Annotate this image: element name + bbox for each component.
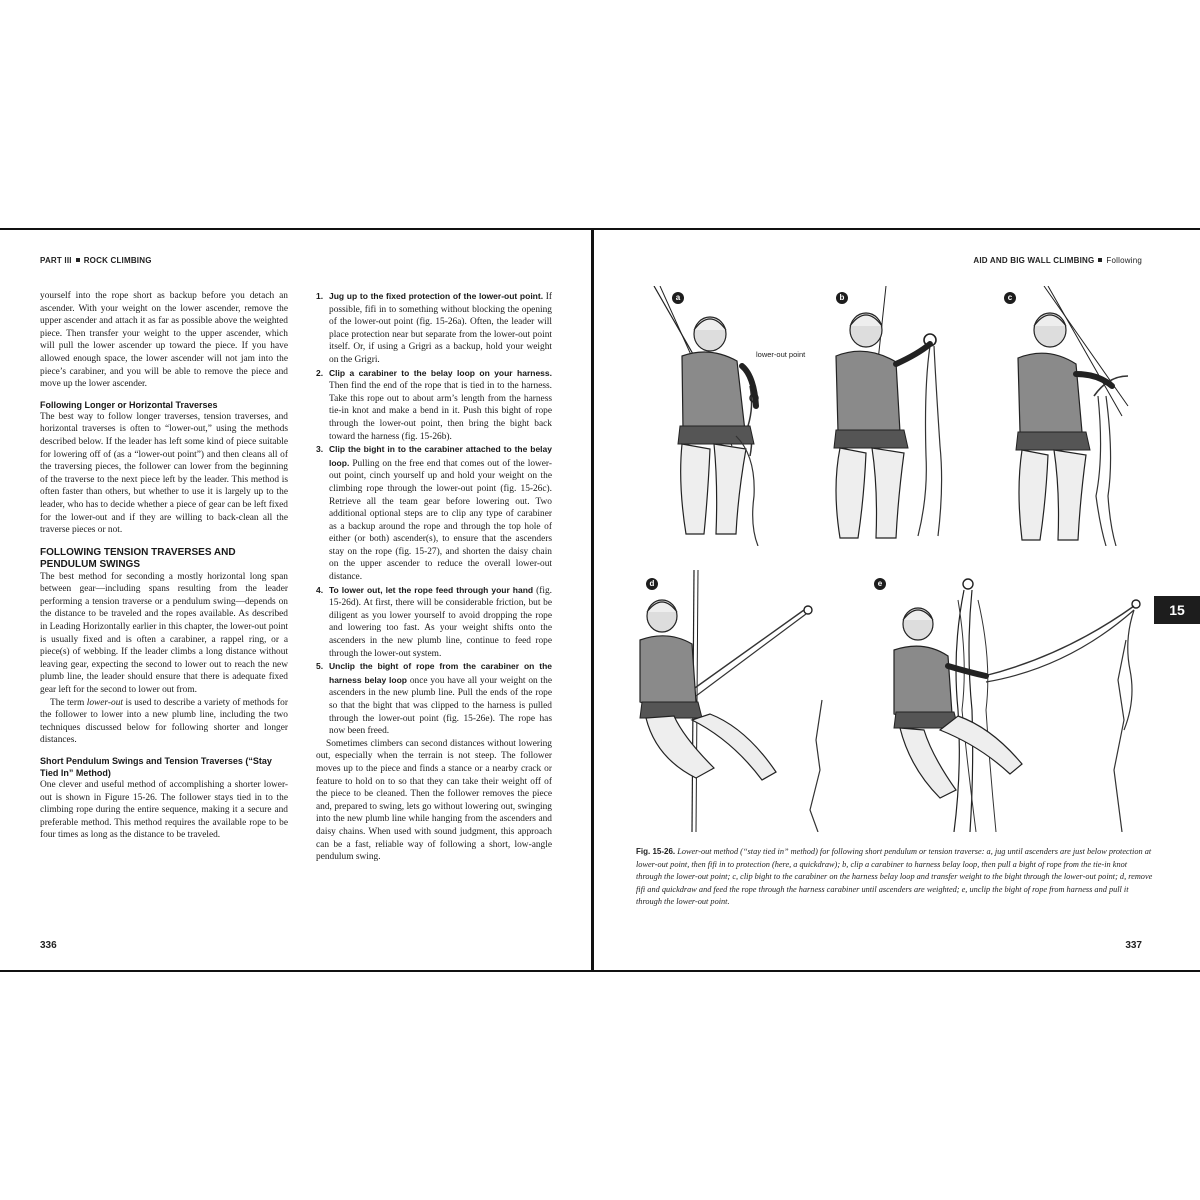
subhead-short-pendulum: Short Pendulum Swings and Tension Traverses (“Stay Tied In” Method) — [40, 756, 272, 778]
left-page — [0, 230, 591, 970]
term-pre: The term — [50, 697, 87, 708]
head-tension-traverses: FOLLOWING TENSION TRAVERSES AND PENDULUM SWINGS — [40, 546, 236, 570]
square-bullet-icon — [1098, 258, 1102, 262]
steps-list — [316, 290, 552, 738]
running-head-section: ROCK CLIMBING — [83, 256, 152, 265]
step-item — [316, 290, 552, 367]
step-number: 2. — [316, 367, 324, 378]
running-head-section: Following — [1106, 256, 1142, 265]
panel-label-a: a — [672, 292, 684, 304]
step-lead: To lower out, let the rope feed through your hand — [329, 584, 534, 595]
left-page-number: 336 — [40, 940, 57, 951]
paragraph-traverses: The best way to follow longer traverses, tension traverses, and horizontal traverses is often to “lower-out,” using the methods described below. If the leader has left some kind of piece suitable for lowering off of (as a “lower-out point”) and then cleans all of the traversing pieces, the follower can lower from the beginning of the traverse to the next piece left by the leader. This method is often faster than others, but whether to use it is largely up to the leader, who has to decide whether a piece of gear can be left fixed for the lower-out and if they are willing to back-clean all the traverse pieces or not. — [40, 411, 288, 536]
figure-panel-e — [854, 570, 1152, 832]
running-head-chapter: AID AND BIG WALL CLIMBING — [973, 256, 1095, 265]
paragraph-term — [40, 697, 288, 747]
term-post: is used to describe a variety of methods for the follower to lower into a new plumb line, including the two techniques discussed below for following shorter and longer distances. — [40, 697, 288, 746]
climber-illustration-a — [632, 286, 797, 546]
step-number: 1. — [316, 291, 324, 301]
step-lead: Unclip the bight of rope from the carabiner on the harness belay loop — [329, 661, 552, 685]
paragraph-sometimes: Sometimes climbers can second distances without lowering out, especially when the terrain is not steep. The follower moves up to the piece and finds a stance or a nearby crack or feature to hold on to so that they can take their weight off of the piece to be cleaned. Then the follower removes the piece and, prepared to swing, lets go without lowering out, swinging into the new plumb line while hanging from the ascenders and daisy chains. When used with sound judgment, this approach can be a fast, reliable way of following a short, low-angle pendulum swing. — [316, 738, 552, 863]
figure-panel-c — [988, 286, 1152, 546]
step-text: Then find the end of the rope that is tied in to the harness. Take this rope out to about arm’s length from the harness tie-in knot and make a bend in it. Push this bight of rope through the lower-out point, then bring the bight back toward the harness (fig. 15-26b). — [329, 381, 552, 442]
step-number: 3. — [316, 444, 324, 455]
paragraph-short-pendulum: One clever and useful method of accomplishing a shorter lower-out is shown in Figure 15-26. The follower stays tied in to the climbing rope during the entire sequence, making it a secure and preferable method. This method requires the available rope to be four times as long as the distance to be traveled. — [40, 780, 288, 841]
running-head-part: PART III — [40, 256, 72, 265]
lower-out-point-callout: lower-out point — [756, 350, 806, 359]
paragraph-tension: The best method for seconding a mostly horizontal long span between gear—including spans resulting from the leader performing a tension traverse or a pendulum swing—depends on the distance to be traveled and the ropes available. As described in Leading Horizontally earlier in this chapter, the lower-out point is usually fixed and is often a carabiner, a rappel ring, or a piece(s) of webbing. If the leader climbs a long distance without leaving gear, expecting the second to lower out to reach the new plumb line, the leader should ensure that there is adequate fixed gear left for the second to lower out from. — [40, 571, 288, 696]
step-text: (fig. 15-26d). At first, there will be considerable friction, but be diligent as you lower yourself to avoid dropping the rope and lowering too fast. As your weight shifts onto the ascenders in the new plumb line, continue to feed rope through the lower-out system. — [329, 585, 552, 659]
step-number: 5. — [316, 661, 324, 672]
square-bullet-icon — [76, 258, 80, 262]
step-item — [316, 443, 552, 584]
figure-panel-a — [632, 286, 797, 546]
step-item — [316, 660, 552, 738]
panel-label-e: e — [874, 578, 886, 590]
climber-illustration-d — [632, 570, 842, 832]
caption-text: Lower-out method (“stay tied in” method) for following short pendulum or tension traverse: a, jug until ascenders are just below protection at lower-out point, then fifi in to protection (here, a quickdraw); b, clip a carabiner to harness belay loop, then pull a bight of rope from the tie-in knot through the lower-out point; c, clip bight to the carabiner on the harness belay loop and transfer weight to the bight through the lower-out point; d, remove fifi and quickdraw and feed the rope through the harness carabiner until ascenders are weighted; e, unclip the bight of rope from harness and pull it through the lower-out point. — [636, 847, 1153, 906]
caption-number: Fig. 15-26. — [636, 847, 676, 856]
step-lead: Jug up to the fixed protection of the lower-out point. — [329, 291, 544, 301]
panel-label-d: d — [646, 578, 658, 590]
right-page-number: 337 — [1125, 940, 1142, 951]
paragraph-continued: yourself into the rope short as backup before you detach an ascender. With your weight on the lower ascender, remove the upper ascender and attach it as far as possible above the weighted piece. Then transfer your weight to the upper ascender, which will pull the lower ascender up toward the piece. If you have allowed enough space, the lower ascender will not jam into the piece’s carabiner, and you will be able to remove the piece and move up the lower ascender. — [40, 291, 288, 390]
figure-panel-d — [632, 570, 842, 832]
climber-illustration-c — [988, 286, 1152, 546]
left-column-2 — [316, 290, 552, 864]
chapter-tab: 15 — [1154, 596, 1200, 624]
step-text: Pulling on the free end that comes out of the lower-out point, cinch yourself up and hold your weight on the climbing rope through the lower-out point (fig. 15-26c). Retrieve all the team gear before lowering out. Two additional optional steps are to clip any type of carabiner as a backup around the rope and through the top hole of either (or both) ascender(s), to ensure that the ascenders stay on the rope (fig. 15-27), and shorten the daisy chain on the upper ascender to reduce the overall lower-out distance. — [329, 458, 552, 583]
term-emphasis: lower-out — [86, 697, 123, 708]
panel-label-c: c — [1004, 292, 1016, 304]
step-lead: Clip a carabiner to the belay loop on your harness. — [329, 367, 552, 378]
step-text: once you have all your weight on the ascenders in the new plumb line. Pull the ends of the rope so that the bight that was clipped to the harness is pulled through the lower-out point (fig. 15-26e). The rope has now been freed. — [329, 675, 553, 737]
step-item — [316, 367, 552, 444]
subhead-longer-traverses: Following Longer or Horizontal Traverses — [40, 399, 218, 410]
step-text: If possible, fifi in to something without blocking the opening of the lower-out point (fig. 15-26a). Often, the leader will place protection near but separate from the lower-out point itself. Or, if using a Grigri as a backup, hold your weight on the Grigri. — [329, 292, 552, 365]
climber-illustration-b — [810, 286, 975, 546]
right-running-head — [973, 256, 1142, 265]
panel-label-b: b — [836, 292, 848, 304]
step-number: 4. — [316, 584, 324, 595]
figure-panel-b — [810, 286, 975, 546]
climber-illustration-e — [854, 570, 1152, 832]
step-lead: Clip the bight in to the carabiner attached to the belay loop. — [329, 444, 552, 468]
step-item — [316, 584, 552, 661]
left-running-head — [40, 256, 152, 265]
left-column-1 — [40, 290, 288, 842]
figure-caption — [636, 846, 1154, 909]
